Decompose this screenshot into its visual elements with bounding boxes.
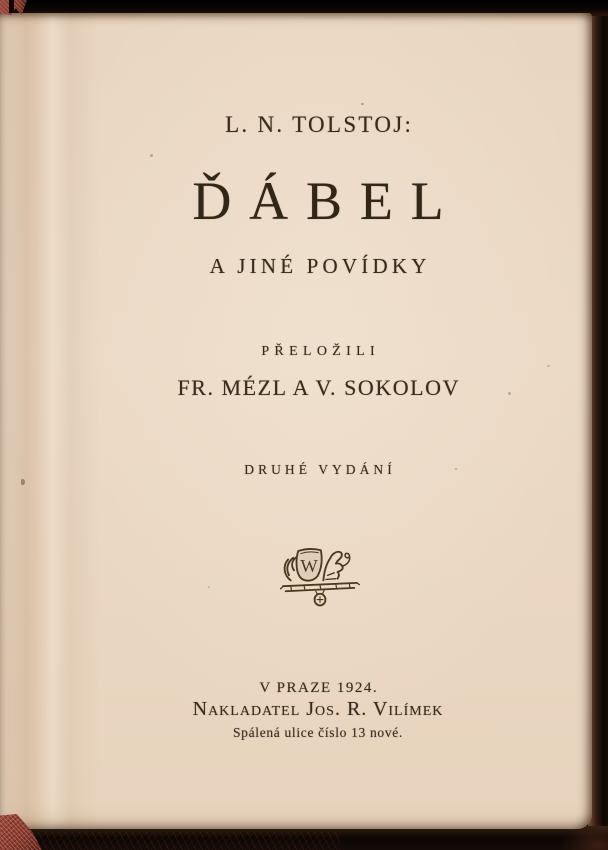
foxing-speck — [150, 154, 153, 157]
emblem-monogram: W — [300, 555, 318, 576]
translators-names: FR. MÉZL A V. SOKOLOV — [177, 375, 461, 400]
author-line: L. N. TOLSTOJ: — [225, 112, 414, 137]
imprint-publisher: Nakladatel Jos. R. Vilímek — [192, 698, 444, 720]
translator-heading: PŘELOŽILI — [261, 344, 380, 359]
title-page-paper — [0, 13, 592, 829]
cloth-speckle-texture — [0, 832, 340, 850]
foxing-speck — [547, 365, 550, 367]
foxing-speck — [21, 479, 25, 485]
foxing-speck — [508, 392, 511, 395]
scan-edge-bottom — [0, 826, 608, 850]
edition-note: DRUHÉ VYDÁNÍ — [244, 462, 396, 477]
imprint-place-year: V PRAZE 1924. — [259, 680, 379, 696]
foxing-speck — [455, 468, 457, 470]
book-title: ĎÁBEL — [192, 171, 462, 231]
book-subtitle: A JINÉ POVÍDKY — [209, 254, 431, 278]
imprint-address: Spálená ulice číslo 13 nové. — [233, 725, 403, 740]
publisher-emblem-icon — [277, 541, 363, 613]
foxing-speck — [361, 103, 364, 105]
cover-notch — [9, 0, 14, 13]
foxing-speck — [208, 586, 210, 588]
